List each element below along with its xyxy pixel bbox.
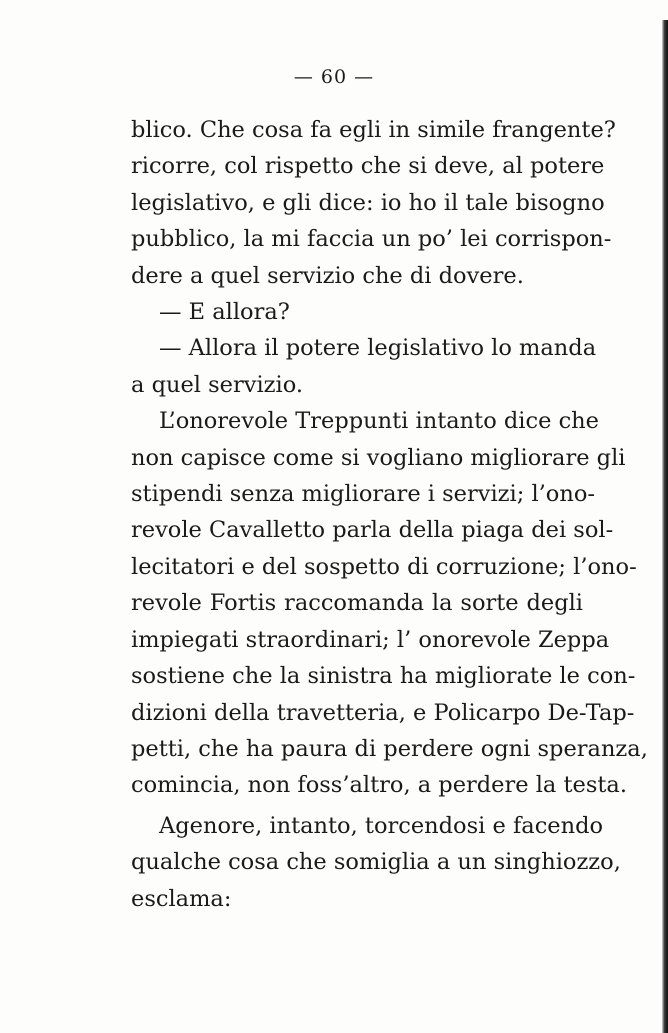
body-text — [131, 112, 648, 917]
text-line: petti, che ha paura di perdere ogni speranza, — [131, 735, 648, 762]
text-line: dizioni della travetteria, e Policarpo De-Tap- — [131, 699, 635, 726]
text-line: legislativo, e gli dice: io ho il tale bisogno — [131, 189, 605, 216]
text-line: sostiene che la sinistra ha migliorate le con- — [131, 663, 636, 690]
page-number: — 60 — — [293, 66, 375, 88]
text-line: impiegati straordinari; l’ onorevole Zeppa — [131, 626, 610, 653]
text-line: revole Cavalletto parla della piaga dei sol- — [131, 517, 614, 544]
text-line: blico. Che cosa fa egli in simile frangente? — [131, 117, 616, 143]
text-line: esclama: — [131, 885, 232, 912]
text-line: lecitatori e del sospetto di corruzione; l’ono- — [131, 553, 637, 580]
text-line: dere a quel servizio che di dovere. — [131, 262, 524, 289]
page-edge-shadow — [662, 20, 668, 1033]
text-line: qualche cosa che somiglia a un singhiozzo, — [131, 849, 621, 876]
text-line: stipendi senza migliorare i servizi; l’ono- — [131, 481, 595, 508]
text-line: — Allora il potere legislativo lo manda — [159, 335, 597, 362]
text-line: comincia, non foss’altro, a perdere la testa. — [131, 772, 627, 799]
text-line: a quel servizio. — [131, 371, 304, 398]
text-line: — E allora? — [159, 299, 290, 326]
text-line: non capisce come si vogliano migliorare gli — [131, 444, 626, 471]
text-line: revole Fortis raccomanda la sorte degli — [131, 590, 583, 617]
text-line: pubblico, la mi faccia un po’ lei corrispon- — [131, 226, 612, 253]
text-line: Agenore, intanto, torcendosi e facendo — [159, 812, 604, 839]
text-line: L’onorevole Treppunti intanto dice che — [159, 408, 599, 435]
text-line: ricorre, col rispetto che si deve, al potere — [131, 153, 605, 180]
